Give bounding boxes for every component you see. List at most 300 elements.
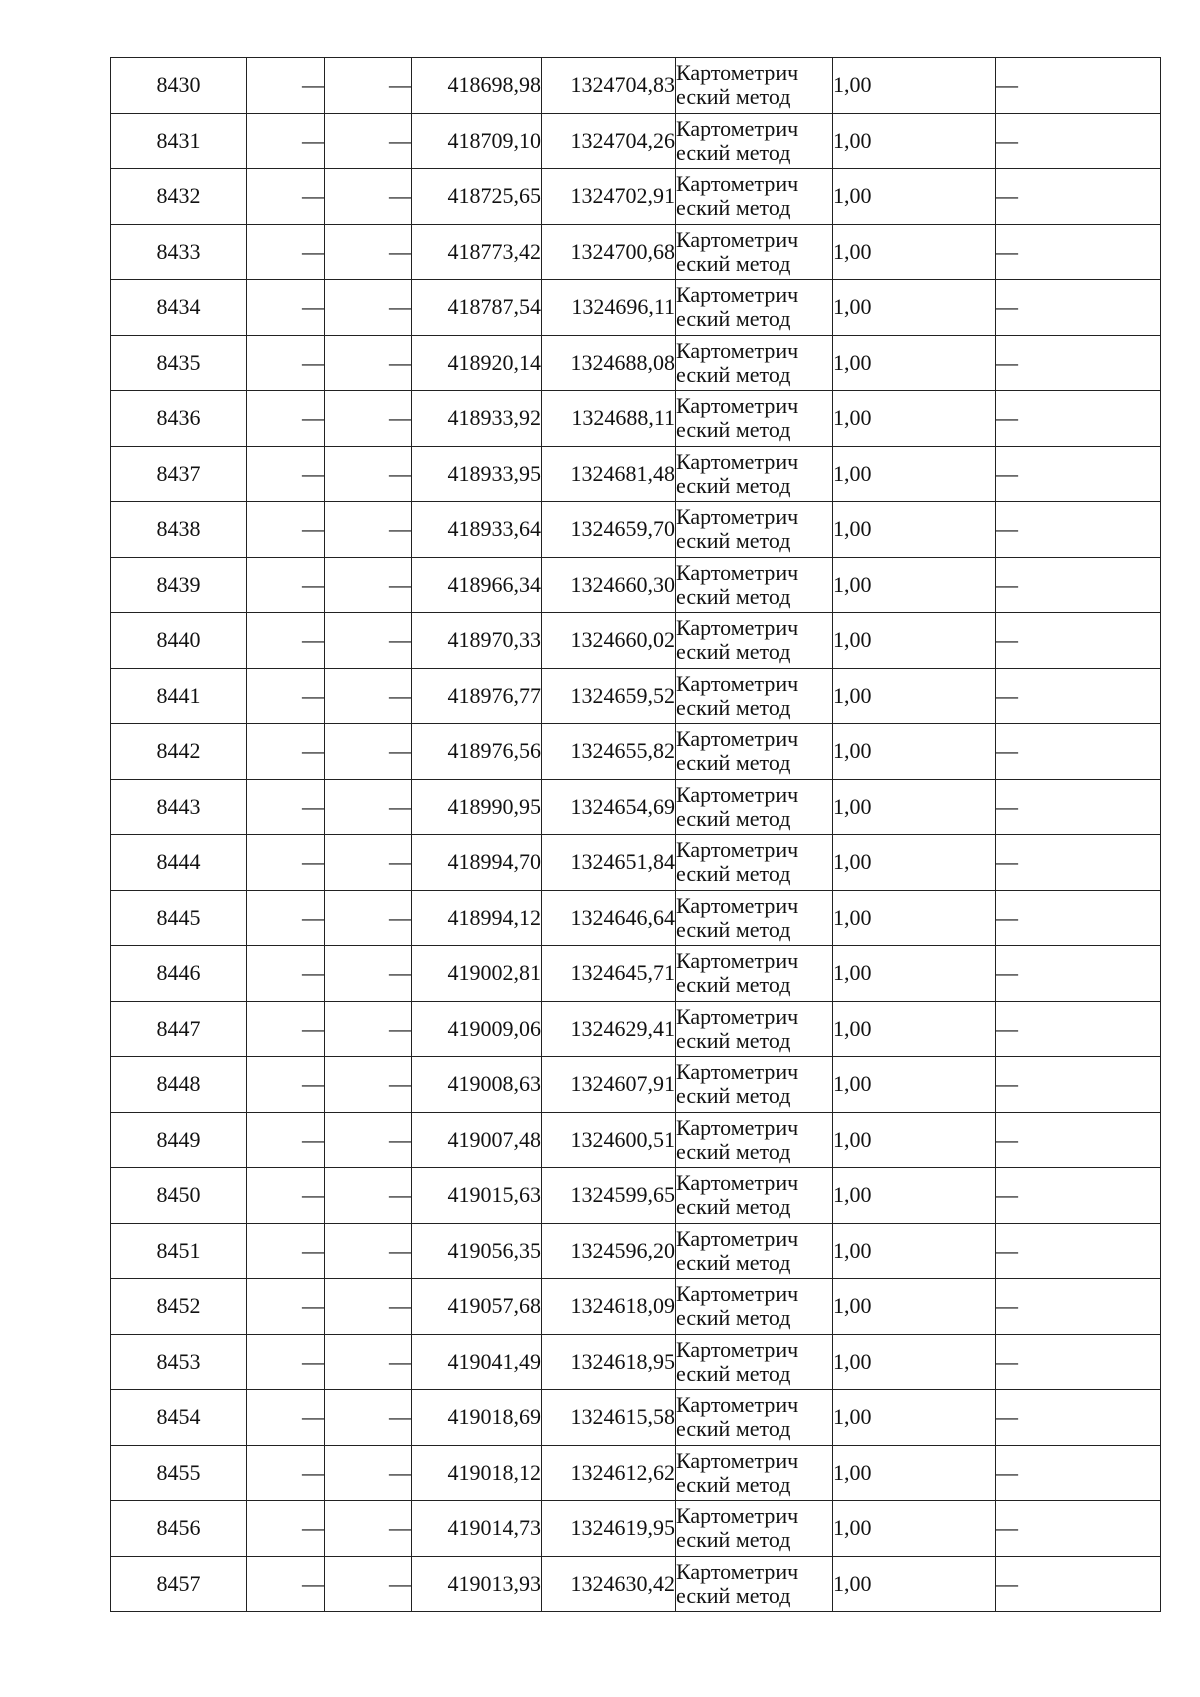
method-line-2: еский метод xyxy=(676,195,791,221)
empty-value-cell: — xyxy=(247,169,325,225)
x-coordinate-cell: 419014,73 xyxy=(412,1501,542,1557)
method-line-1: Картометрич xyxy=(676,726,799,752)
table-row xyxy=(111,1223,1161,1279)
table-row xyxy=(111,1501,1161,1557)
empty-value-cell: — xyxy=(247,890,325,946)
x-coordinate-cell: 419015,63 xyxy=(412,1168,542,1224)
method-line-1: Картометрич xyxy=(676,282,799,308)
method-line-1: Картометрич xyxy=(676,670,799,696)
method-line-2: еский метод xyxy=(676,1027,791,1053)
y-coordinate-cell: 1324615,58 xyxy=(542,1390,676,1446)
table-row xyxy=(111,1057,1161,1113)
method-cell xyxy=(676,613,833,669)
note-cell: — xyxy=(996,169,1161,225)
empty-value-cell: — xyxy=(247,1556,325,1612)
table-row xyxy=(111,1112,1161,1168)
x-coordinate-cell: 418725,65 xyxy=(412,169,542,225)
accuracy-cell: 1,00 xyxy=(833,835,996,891)
note-cell: — xyxy=(996,1390,1161,1446)
empty-value-cell: — xyxy=(325,1334,412,1390)
note-cell: — xyxy=(996,890,1161,946)
y-coordinate-cell: 1324654,69 xyxy=(542,779,676,835)
method-line-2: еский метод xyxy=(676,1083,791,1109)
method-line-2: еский метод xyxy=(676,1138,791,1164)
empty-value-cell: — xyxy=(247,613,325,669)
method-line-2: еский метод xyxy=(676,805,791,831)
accuracy-cell: 1,00 xyxy=(833,502,996,558)
method-line-2: еский метод xyxy=(676,972,791,998)
empty-value-cell: — xyxy=(325,1390,412,1446)
note-cell: — xyxy=(996,835,1161,891)
accuracy-cell: 1,00 xyxy=(833,113,996,169)
empty-value-cell: — xyxy=(325,58,412,114)
table-row xyxy=(111,58,1161,114)
note-cell: — xyxy=(996,1057,1161,1113)
method-line-1: Картометрич xyxy=(676,837,799,863)
accuracy-cell: 1,00 xyxy=(833,169,996,225)
method-line-2: еский метод xyxy=(676,84,791,110)
note-cell: — xyxy=(996,668,1161,724)
x-coordinate-cell: 419056,35 xyxy=(412,1223,542,1279)
note-cell: — xyxy=(996,224,1161,280)
point-number-cell: 8446 xyxy=(111,946,247,1002)
method-line-1: Картометрич xyxy=(676,60,799,86)
note-cell: — xyxy=(996,1001,1161,1057)
empty-value-cell: — xyxy=(247,1501,325,1557)
method-line-1: Картометрич xyxy=(676,559,799,585)
method-cell xyxy=(676,502,833,558)
x-coordinate-cell: 419007,48 xyxy=(412,1112,542,1168)
accuracy-cell: 1,00 xyxy=(833,890,996,946)
table-row xyxy=(111,835,1161,891)
note-cell: — xyxy=(996,613,1161,669)
method-cell xyxy=(676,668,833,724)
table-row xyxy=(111,224,1161,280)
table-row xyxy=(111,613,1161,669)
point-number-cell: 8453 xyxy=(111,1334,247,1390)
y-coordinate-cell: 1324612,62 xyxy=(542,1445,676,1501)
table-row xyxy=(111,502,1161,558)
empty-value-cell: — xyxy=(325,1001,412,1057)
accuracy-cell: 1,00 xyxy=(833,946,996,1002)
note-cell: — xyxy=(996,502,1161,558)
method-line-2: еский метод xyxy=(676,750,791,776)
table-row xyxy=(111,1168,1161,1224)
empty-value-cell: — xyxy=(247,224,325,280)
empty-value-cell: — xyxy=(247,58,325,114)
method-line-1: Картометрич xyxy=(676,1114,799,1140)
x-coordinate-cell: 418773,42 xyxy=(412,224,542,280)
accuracy-cell: 1,00 xyxy=(833,1168,996,1224)
method-cell xyxy=(676,1334,833,1390)
table-row xyxy=(111,1390,1161,1446)
method-line-2: еский метод xyxy=(676,1360,791,1386)
method-cell xyxy=(676,724,833,780)
accuracy-cell: 1,00 xyxy=(833,1390,996,1446)
empty-value-cell: — xyxy=(325,1057,412,1113)
y-coordinate-cell: 1324688,08 xyxy=(542,335,676,391)
method-line-2: еский метод xyxy=(676,250,791,276)
accuracy-cell: 1,00 xyxy=(833,391,996,447)
point-number-cell: 8450 xyxy=(111,1168,247,1224)
method-line-2: еский метод xyxy=(676,639,791,665)
table-row xyxy=(111,113,1161,169)
empty-value-cell: — xyxy=(325,1223,412,1279)
method-cell xyxy=(676,1001,833,1057)
table-row xyxy=(111,1556,1161,1612)
y-coordinate-cell: 1324696,11 xyxy=(542,280,676,336)
point-number-cell: 8431 xyxy=(111,113,247,169)
method-cell xyxy=(676,835,833,891)
point-number-cell: 8440 xyxy=(111,613,247,669)
method-cell xyxy=(676,779,833,835)
x-coordinate-cell: 418787,54 xyxy=(412,280,542,336)
empty-value-cell: — xyxy=(325,890,412,946)
empty-value-cell: — xyxy=(325,668,412,724)
method-line-2: еский метод xyxy=(676,916,791,942)
method-line-1: Картометрич xyxy=(676,1558,799,1584)
table-row xyxy=(111,391,1161,447)
table-body xyxy=(111,58,1161,1612)
point-number-cell: 8432 xyxy=(111,169,247,225)
method-cell xyxy=(676,1445,833,1501)
y-coordinate-cell: 1324700,68 xyxy=(542,224,676,280)
y-coordinate-cell: 1324688,11 xyxy=(542,391,676,447)
method-line-1: Картометрич xyxy=(676,1503,799,1529)
empty-value-cell: — xyxy=(325,613,412,669)
x-coordinate-cell: 419041,49 xyxy=(412,1334,542,1390)
method-cell xyxy=(676,1390,833,1446)
table-row xyxy=(111,280,1161,336)
method-line-1: Картометрич xyxy=(676,1281,799,1307)
table-row xyxy=(111,946,1161,1002)
y-coordinate-cell: 1324681,48 xyxy=(542,446,676,502)
x-coordinate-cell: 418994,70 xyxy=(412,835,542,891)
point-number-cell: 8436 xyxy=(111,391,247,447)
point-number-cell: 8451 xyxy=(111,1223,247,1279)
method-line-2: еский метод xyxy=(676,583,791,609)
note-cell: — xyxy=(996,1223,1161,1279)
x-coordinate-cell: 418994,12 xyxy=(412,890,542,946)
point-number-cell: 8455 xyxy=(111,1445,247,1501)
empty-value-cell: — xyxy=(325,502,412,558)
empty-value-cell: — xyxy=(325,1168,412,1224)
empty-value-cell: — xyxy=(247,335,325,391)
point-number-cell: 8433 xyxy=(111,224,247,280)
table-row xyxy=(111,335,1161,391)
method-cell xyxy=(676,1223,833,1279)
point-number-cell: 8444 xyxy=(111,835,247,891)
method-cell xyxy=(676,58,833,114)
empty-value-cell: — xyxy=(325,557,412,613)
method-line-2: еский метод xyxy=(676,528,791,554)
table-row xyxy=(111,1279,1161,1335)
method-cell xyxy=(676,280,833,336)
x-coordinate-cell: 419013,93 xyxy=(412,1556,542,1612)
table-row xyxy=(111,557,1161,613)
y-coordinate-cell: 1324660,02 xyxy=(542,613,676,669)
point-number-cell: 8430 xyxy=(111,58,247,114)
method-line-1: Картометрич xyxy=(676,1170,799,1196)
empty-value-cell: — xyxy=(325,946,412,1002)
empty-value-cell: — xyxy=(325,280,412,336)
x-coordinate-cell: 418933,92 xyxy=(412,391,542,447)
empty-value-cell: — xyxy=(247,1279,325,1335)
method-line-1: Картометрич xyxy=(676,948,799,974)
method-line-1: Картометрич xyxy=(676,1059,799,1085)
empty-value-cell: — xyxy=(325,1279,412,1335)
accuracy-cell: 1,00 xyxy=(833,1001,996,1057)
accuracy-cell: 1,00 xyxy=(833,1501,996,1557)
accuracy-cell: 1,00 xyxy=(833,1445,996,1501)
accuracy-cell: 1,00 xyxy=(833,280,996,336)
method-line-1: Картометрич xyxy=(676,1447,799,1473)
empty-value-cell: — xyxy=(247,835,325,891)
note-cell: — xyxy=(996,58,1161,114)
method-cell xyxy=(676,946,833,1002)
note-cell: — xyxy=(996,1279,1161,1335)
table-row xyxy=(111,1334,1161,1390)
table-row xyxy=(111,169,1161,225)
empty-value-cell: — xyxy=(247,1223,325,1279)
y-coordinate-cell: 1324659,70 xyxy=(542,502,676,558)
empty-value-cell: — xyxy=(247,1390,325,1446)
empty-value-cell: — xyxy=(325,1556,412,1612)
table-row xyxy=(111,1001,1161,1057)
accuracy-cell: 1,00 xyxy=(833,724,996,780)
point-number-cell: 8448 xyxy=(111,1057,247,1113)
x-coordinate-cell: 418970,33 xyxy=(412,613,542,669)
accuracy-cell: 1,00 xyxy=(833,1112,996,1168)
method-cell xyxy=(676,890,833,946)
method-line-2: еский метод xyxy=(676,472,791,498)
method-line-1: Картометрич xyxy=(676,1336,799,1362)
table-row xyxy=(111,446,1161,502)
method-cell xyxy=(676,1279,833,1335)
y-coordinate-cell: 1324618,09 xyxy=(542,1279,676,1335)
point-number-cell: 8457 xyxy=(111,1556,247,1612)
empty-value-cell: — xyxy=(325,335,412,391)
method-line-1: Картометрич xyxy=(676,781,799,807)
note-cell: — xyxy=(996,724,1161,780)
method-line-2: еский метод xyxy=(676,139,791,165)
empty-value-cell: — xyxy=(247,668,325,724)
method-cell xyxy=(676,1556,833,1612)
table-row xyxy=(111,668,1161,724)
point-number-cell: 8435 xyxy=(111,335,247,391)
point-number-cell: 8443 xyxy=(111,779,247,835)
x-coordinate-cell: 419009,06 xyxy=(412,1001,542,1057)
empty-value-cell: — xyxy=(247,724,325,780)
x-coordinate-cell: 418933,64 xyxy=(412,502,542,558)
empty-value-cell: — xyxy=(247,1445,325,1501)
point-number-cell: 8439 xyxy=(111,557,247,613)
note-cell: — xyxy=(996,1112,1161,1168)
method-line-2: еский метод xyxy=(676,1471,791,1497)
note-cell: — xyxy=(996,113,1161,169)
accuracy-cell: 1,00 xyxy=(833,1057,996,1113)
method-cell xyxy=(676,224,833,280)
y-coordinate-cell: 1324596,20 xyxy=(542,1223,676,1279)
accuracy-cell: 1,00 xyxy=(833,557,996,613)
empty-value-cell: — xyxy=(325,724,412,780)
point-number-cell: 8454 xyxy=(111,1390,247,1446)
accuracy-cell: 1,00 xyxy=(833,1223,996,1279)
empty-value-cell: — xyxy=(325,391,412,447)
empty-value-cell: — xyxy=(247,946,325,1002)
point-number-cell: 8442 xyxy=(111,724,247,780)
accuracy-cell: 1,00 xyxy=(833,668,996,724)
point-number-cell: 8456 xyxy=(111,1501,247,1557)
point-number-cell: 8434 xyxy=(111,280,247,336)
method-line-1: Картометрич xyxy=(676,226,799,252)
empty-value-cell: — xyxy=(247,1001,325,1057)
empty-value-cell: — xyxy=(325,224,412,280)
empty-value-cell: — xyxy=(247,502,325,558)
method-line-2: еский метод xyxy=(676,861,791,887)
method-cell xyxy=(676,169,833,225)
empty-value-cell: — xyxy=(247,391,325,447)
x-coordinate-cell: 418990,95 xyxy=(412,779,542,835)
method-line-2: еский метод xyxy=(676,361,791,387)
method-line-1: Картометрич xyxy=(676,615,799,641)
method-line-2: еский метод xyxy=(676,1249,791,1275)
point-number-cell: 8452 xyxy=(111,1279,247,1335)
y-coordinate-cell: 1324645,71 xyxy=(542,946,676,1002)
x-coordinate-cell: 419018,69 xyxy=(412,1390,542,1446)
accuracy-cell: 1,00 xyxy=(833,224,996,280)
x-coordinate-cell: 418976,56 xyxy=(412,724,542,780)
point-number-cell: 8441 xyxy=(111,668,247,724)
note-cell: — xyxy=(996,1556,1161,1612)
method-cell xyxy=(676,1501,833,1557)
empty-value-cell: — xyxy=(325,169,412,225)
empty-value-cell: — xyxy=(247,280,325,336)
method-line-1: Картометрич xyxy=(676,1392,799,1418)
point-number-cell: 8438 xyxy=(111,502,247,558)
method-line-2: еский метод xyxy=(676,1582,791,1608)
method-line-1: Картометрич xyxy=(676,171,799,197)
y-coordinate-cell: 1324702,91 xyxy=(542,169,676,225)
accuracy-cell: 1,00 xyxy=(833,446,996,502)
accuracy-cell: 1,00 xyxy=(833,613,996,669)
accuracy-cell: 1,00 xyxy=(833,335,996,391)
point-number-cell: 8445 xyxy=(111,890,247,946)
empty-value-cell: — xyxy=(325,1445,412,1501)
accuracy-cell: 1,00 xyxy=(833,58,996,114)
y-coordinate-cell: 1324619,95 xyxy=(542,1501,676,1557)
y-coordinate-cell: 1324599,65 xyxy=(542,1168,676,1224)
empty-value-cell: — xyxy=(325,113,412,169)
method-line-1: Картометрич xyxy=(676,337,799,363)
accuracy-cell: 1,00 xyxy=(833,1334,996,1390)
empty-value-cell: — xyxy=(247,557,325,613)
method-line-1: Картометрич xyxy=(676,504,799,530)
table-row xyxy=(111,724,1161,780)
method-line-1: Картометрич xyxy=(676,115,799,141)
method-line-1: Картометрич xyxy=(676,1225,799,1251)
x-coordinate-cell: 418698,98 xyxy=(412,58,542,114)
method-line-1: Картометрич xyxy=(676,892,799,918)
note-cell: — xyxy=(996,1168,1161,1224)
point-number-cell: 8437 xyxy=(111,446,247,502)
x-coordinate-cell: 418966,34 xyxy=(412,557,542,613)
y-coordinate-cell: 1324618,95 xyxy=(542,1334,676,1390)
table-row xyxy=(111,779,1161,835)
method-line-2: еский метод xyxy=(676,1305,791,1331)
note-cell: — xyxy=(996,557,1161,613)
empty-value-cell: — xyxy=(247,1334,325,1390)
note-cell: — xyxy=(996,779,1161,835)
method-cell xyxy=(676,113,833,169)
empty-value-cell: — xyxy=(325,1112,412,1168)
y-coordinate-cell: 1324660,30 xyxy=(542,557,676,613)
note-cell: — xyxy=(996,1445,1161,1501)
table-row xyxy=(111,890,1161,946)
y-coordinate-cell: 1324704,26 xyxy=(542,113,676,169)
point-number-cell: 8447 xyxy=(111,1001,247,1057)
y-coordinate-cell: 1324651,84 xyxy=(542,835,676,891)
method-line-2: еский метод xyxy=(676,306,791,332)
y-coordinate-cell: 1324704,83 xyxy=(542,58,676,114)
y-coordinate-cell: 1324629,41 xyxy=(542,1001,676,1057)
x-coordinate-cell: 419008,63 xyxy=(412,1057,542,1113)
accuracy-cell: 1,00 xyxy=(833,1556,996,1612)
x-coordinate-cell: 418709,10 xyxy=(412,113,542,169)
method-line-2: еский метод xyxy=(676,1194,791,1220)
point-number-cell: 8449 xyxy=(111,1112,247,1168)
empty-value-cell: — xyxy=(247,1168,325,1224)
method-cell xyxy=(676,446,833,502)
note-cell: — xyxy=(996,391,1161,447)
empty-value-cell: — xyxy=(247,1112,325,1168)
method-line-2: еский метод xyxy=(676,694,791,720)
note-cell: — xyxy=(996,946,1161,1002)
method-line-1: Картометрич xyxy=(676,448,799,474)
table-row xyxy=(111,1445,1161,1501)
method-cell xyxy=(676,1168,833,1224)
empty-value-cell: — xyxy=(247,113,325,169)
y-coordinate-cell: 1324655,82 xyxy=(542,724,676,780)
method-cell xyxy=(676,335,833,391)
y-coordinate-cell: 1324646,64 xyxy=(542,890,676,946)
method-line-2: еский метод xyxy=(676,1527,791,1553)
method-line-2: еский метод xyxy=(676,1416,791,1442)
x-coordinate-cell: 419057,68 xyxy=(412,1279,542,1335)
x-coordinate-cell: 418920,14 xyxy=(412,335,542,391)
x-coordinate-cell: 419002,81 xyxy=(412,946,542,1002)
note-cell: — xyxy=(996,446,1161,502)
empty-value-cell: — xyxy=(325,446,412,502)
x-coordinate-cell: 418976,77 xyxy=(412,668,542,724)
method-cell xyxy=(676,1112,833,1168)
y-coordinate-cell: 1324600,51 xyxy=(542,1112,676,1168)
note-cell: — xyxy=(996,280,1161,336)
empty-value-cell: — xyxy=(325,1501,412,1557)
y-coordinate-cell: 1324659,52 xyxy=(542,668,676,724)
y-coordinate-cell: 1324630,42 xyxy=(542,1556,676,1612)
method-line-2: еский метод xyxy=(676,417,791,443)
empty-value-cell: — xyxy=(247,779,325,835)
empty-value-cell: — xyxy=(247,446,325,502)
method-cell xyxy=(676,1057,833,1113)
empty-value-cell: — xyxy=(325,779,412,835)
accuracy-cell: 1,00 xyxy=(833,779,996,835)
accuracy-cell: 1,00 xyxy=(833,1279,996,1335)
note-cell: — xyxy=(996,1501,1161,1557)
method-cell xyxy=(676,391,833,447)
empty-value-cell: — xyxy=(247,1057,325,1113)
